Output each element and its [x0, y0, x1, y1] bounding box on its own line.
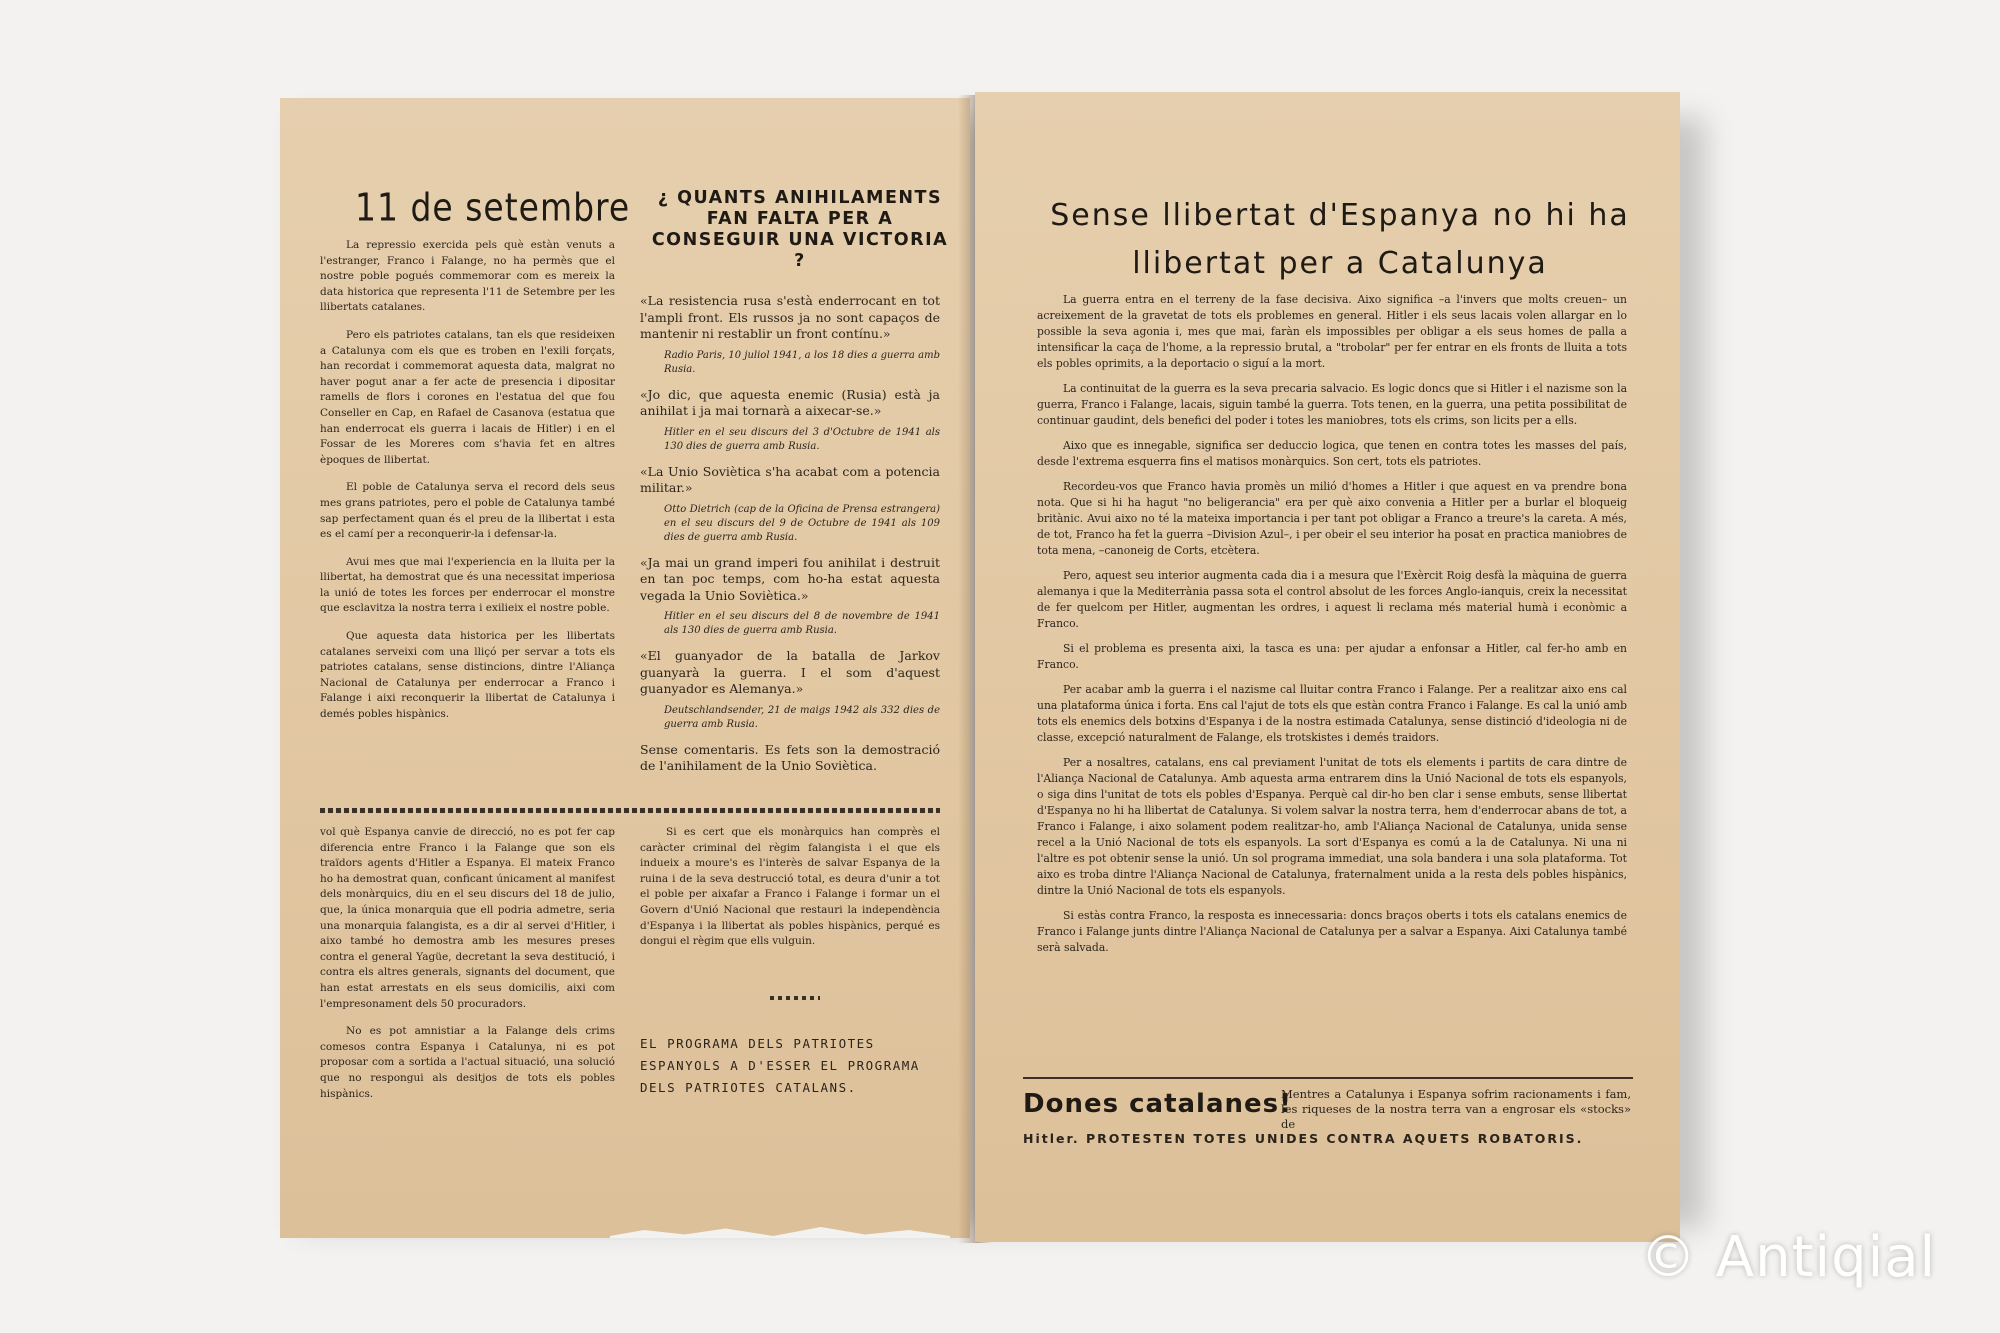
paragraph: Si estàs contra Franco, la resposta es innecessaria: doncs braços oberts i tots els catalans enemics de Franco i Falange junts dintre l'Aliança Nacional de Catalunya per a salvar a Espanya. Aixi Catalunya també serà salvada. [1037, 909, 1627, 954]
quote: «Ja mai un grand imperi fou anihilat i destruit en tan poc temps, com ho-ha estat aquesta vegada la Unio Soviètica.» [640, 554, 940, 603]
left-page [280, 98, 970, 1238]
asterisk-separator [770, 996, 820, 1000]
paragraph: Recordeu-vos que Franco havia promès un milió d'homes a Hitler i que aquest en va prendre bona nota. Que si hi ha hagut "no beligerancia" era per què aixo convenia a Hitler per a burlar el bloqueig britànic. Avui aixo no té la mateixa importancia i per tant pot obligar a Franco a treure's la careta. A més, de tot, Franco ha fet la guerra –Division Azul–, i per obeir el seu interior ha posat en practica maniobres de tota mena, –canoneig de Corts, etcètera. [1037, 480, 1627, 557]
article-franco-falange [320, 825, 615, 1114]
headline-dones-catalanes: Dones catalanes! [1023, 1089, 1292, 1119]
article-monarquics [640, 825, 940, 962]
headline-quants-anihilaments: ¿ QUANTS ANIHILAMENTS FAN FALTA PER A CONSEGUIR UNA VICTORIA ? [651, 188, 949, 271]
paragraph: Aixo que es innegable, significa ser deduccio logica, que tenen en contra totes les masses del país, desde l'extrema esquerra fins el matisos monàrquics. Son cert, tots els patriotes. [1037, 439, 1627, 468]
quote: «El guanyador de la batalla de Jarkov guanyarà la guerra. I el som d'aquest guanyador es Alemanya.» [640, 648, 940, 696]
quote: «La Unio Soviètica s'ha acabat com a potencia militar.» [640, 463, 940, 495]
article-sense-llibertat [1037, 292, 1627, 965]
dones-protest-line: Hitler. PROTESTEN TOTES UNIDES CONTRA AQUETS ROBATORIS. [1023, 1131, 1584, 1146]
headline-sense-llibertat: Sense llibertat d'Espanya no hi ha llibertat per a Catalunya [1050, 198, 1630, 281]
dones-catalanes-box [1023, 1077, 1633, 1149]
paragraph: Que aquesta data historica per les llibertats catalanes serveixi com una lliçó per servar a tots els patriotes catalans, sense distincions, dintre l'Aliança Nacional de Catalunya per enderrocar a Franco i Falange i aixi reconquerir la llibertat de Catalunya i demés pobles hispànics. [320, 630, 615, 721]
paragraph: El poble de Catalunya serva el record dels seus mes grans patriotes, pero el poble de Catalunya també sap perfectament quan és el preu de la llibertat i esta es el camí per a reconquerir-la i defensar-la. [320, 481, 615, 541]
quote-source: Hitler en el seu discurs del 8 de novembre de 1941 als 130 dies de guerra amb Rusia. [664, 611, 940, 636]
paragraph: Pero els patriotes catalans, tan els que resideixen a Catalunya com els que es troben en l'exili forçats, han recordat i commemorat aquesta data, malgrat no haver pogut anar a fer acte de presencia i dipositar ramells de flors i corones en l'estatua del que fou Conseller en Cap, en Rafael de Casanova (estatua que han enderrocat els guerra i lacais de Hitler) i en el Fossar de les Moreres com s'havia fet en altres èpoques de llibertat. [320, 328, 615, 466]
quote-source: Hitler en el seu discurs del 3 d'Octubre de 1941 als 130 dies de guerra amb Rusia. [664, 426, 940, 452]
quote-source: Radio Paris, 10 juliol 1941, a los 18 dies a guerra amb Rusia. [664, 349, 940, 375]
paragraph: Per acabar amb la guerra i el nazisme cal lluitar contra Franco i Falange. Per a realitzar aixo ens cal una plataforma única i forta. Ens cal l'ajut de tots els que estàn contra Franco i Falange. Es cal la unió amb tots els enemics dels botxins d'Espanya i de la nostra estimada Catalunya, sense distinció d'ideologia ni de classe, excepció naturalment de Falange, els trotskistes i demés traidors. [1037, 683, 1627, 744]
quote-source: Otto Dietrich (cap de la Oficina de Prensa estrangera) en el seu discurs del 9 de Octubre de 1941 als 109 dies de guerra amb Rusia. [664, 503, 940, 543]
paragraph: No es pot amnistiar a la Falange dels crims comesos contra Espanya i Catalunya, ni es pot proposar com a sortida a l'actual situació, una solució que no respongui als desitjos de tots els pobles hispànics. [320, 1025, 615, 1100]
paragraph: Avui mes que mai l'experiencia en la lluita per la llibertat, ha demostrat que és una necessitat imperiosa la unió de totes les forces per enderrocar el monstre que esclavitza la nostra terra i exilieix el nostre poble. [320, 555, 615, 615]
dotted-separator [320, 808, 940, 813]
quote-source: Deutschlandsender, 21 de maigs 1942 als 332 dies de guerra amb Rusia. [664, 704, 940, 730]
quote: «La resistencia rusa s'està enderrocant en tot l'ampli front. Els russos ja no sont capaços de mantenir ni restablir un front contínu.» [640, 293, 940, 341]
program-slogan: EL PROGRAMA DELS PATRIOTES ESPANYOLS A D'ESSER EL PROGRAMA DELS PATRIOTES CATALANS. [640, 1036, 920, 1095]
paragraph: Pero, aquest seu interior augmenta cada dia i a mesura que l'Exèrcit Roig desfà la màquina de guerra alemanya i que la Mediterrània passa sota el control absolut de les forces Anglo-ianquis, creix la necessitat de fer quelcom per Hitler, augmentan les ordres, i aquest li reclama més material humà i econòmic a Franco. [1037, 569, 1627, 630]
watermark-text: © Antiqial [1640, 1225, 1937, 1290]
quote: «Jo dic, que aquesta enemic (Rusia) està ja anihilat i ja mai tornarà a aixecar-se.» [640, 386, 940, 418]
torn-edge [610, 1218, 950, 1238]
paragraph: La repressio exercida pels què estàn venuts a l'estranger, Franco i Falange, no ha permès que el nostre poble pogués commemorar com es mereix la data historica que representa l'11 de Setembre per les llibertats catalanes. [320, 239, 615, 314]
right-page [975, 92, 1680, 1242]
paragraph: La continuitat de la guerra es la seva precaria salvacio. Es logic doncs que si Hitler i el nazisme son la guerra, Franco i Falange, lacais, siguin també la guerra. Tots tenen, en la guerra, una petita possibilitat de continuar gaudint, dels benefici del poder i totes les maniobres, tots els crims, son licits per a ells. [1037, 382, 1627, 427]
paragraph: Si es cert que els monàrquics han comprès el caràcter criminal del règim falangista i el que els indueix a moure's es l'interès de salvar Espanya de la ruina i de la seva destrucció total, es deura d'unir a tot el poble per aixafar a Franco i Falange i formar un el Govern d'Unió Nacional que restauri la independència d'Espanya i la llibertat als pobles hispànics, perqué es dongui el règim que ells vulguin. [640, 826, 940, 948]
paragraph: Si el problema es presenta aixi, la tasca es una: per ajudar a enfonsar a Hitler, cal fer-ho amb en Franco. [1037, 642, 1627, 671]
paragraph: vol què Espanya canvie de direcció, no es pot fer cap diferencia entre Franco i la Falange que son els traïdors agents d'Hitler a Espanya. El mateix Franco ho ha demostrat quan, conficant únicament al manifest dels monàrquics, diu en el seu discurs del 18 de julio, que, la única monarquia que ell podria admetre, seria una monarquia falangista, es a dir al servei d'Hitler, i aixo també ho demostra amb les mesures preses contra el general Yagüe, decretant la seva destitució, i contra els altres generals, signants del document, que han estat arrestats en els seus domicilis, aixi com l'empresonament dels 50 procuradors. [320, 826, 615, 1010]
paragraph: La guerra entra en el terreny de la fase decisiva. Aixo significa –a l'invers que molts creuen– un acreixement de la gravetat de tots els problemes en general. Hitler i els seus lacais volen allargar en lo possible la seva agonia i, mes que mai, faràn els impossibles per obligar a els seus homes de palla a intensificar la caça de l'home, a la repressio brutal, a "trobolar" per fer entrar en els fronts de lluita a tots els pobles oprimits, a la deportacio o siguí a la mort. [1037, 293, 1627, 370]
headline-11-setembre: 11 de setembre [355, 185, 631, 230]
article-11-setembre [320, 238, 615, 735]
article-quants-anihilaments [640, 293, 940, 781]
quote: Sense comentaris. Es fets son la demostració de l'anihilament de la Unio Soviètica. [640, 741, 940, 773]
dones-text: Mentres a Catalunya i Espanya sofrim racionaments i fam, les riqueses de la nostra terra van a engrosar els «stocks» de [1281, 1087, 1631, 1131]
paragraph: Per a nosaltres, catalans, ens cal previament l'unitat de tots els elements i partits de cara dintre de l'Aliança Nacional de Catalunya. Amb aquesta arma entrarem dins la Unió Nacional de tots els espanyols, o siga dins l'unitat de tots els pobles d'Espanya. Perquè cal dir-ho ben clar i sense embuts, sense llibertat d'Espanya no hi ha llibertat de Catalunya. Si volem salvar la nostra terra, hem d'enderrocar abans de tot, a Franco i Falange, i aixo solament podem realitzar-ho, amb l'Aliança Nacional de Catalunya, unida sense recel a la Unió Nacional de tots els espanyols. La sort d'Espanya es comú a la de Catalunya. Ni una ni l'altre es pot obtenir sense la unió. Un sol programa immediat, una sola bandera i una sola plataforma. Tot aixo es troba dintre l'Aliança Nacional de Catalunya, fraternalment unida a la resta dels pobles hispànics, dintre la Unió Nacional de tots els espanyols. [1037, 756, 1627, 897]
